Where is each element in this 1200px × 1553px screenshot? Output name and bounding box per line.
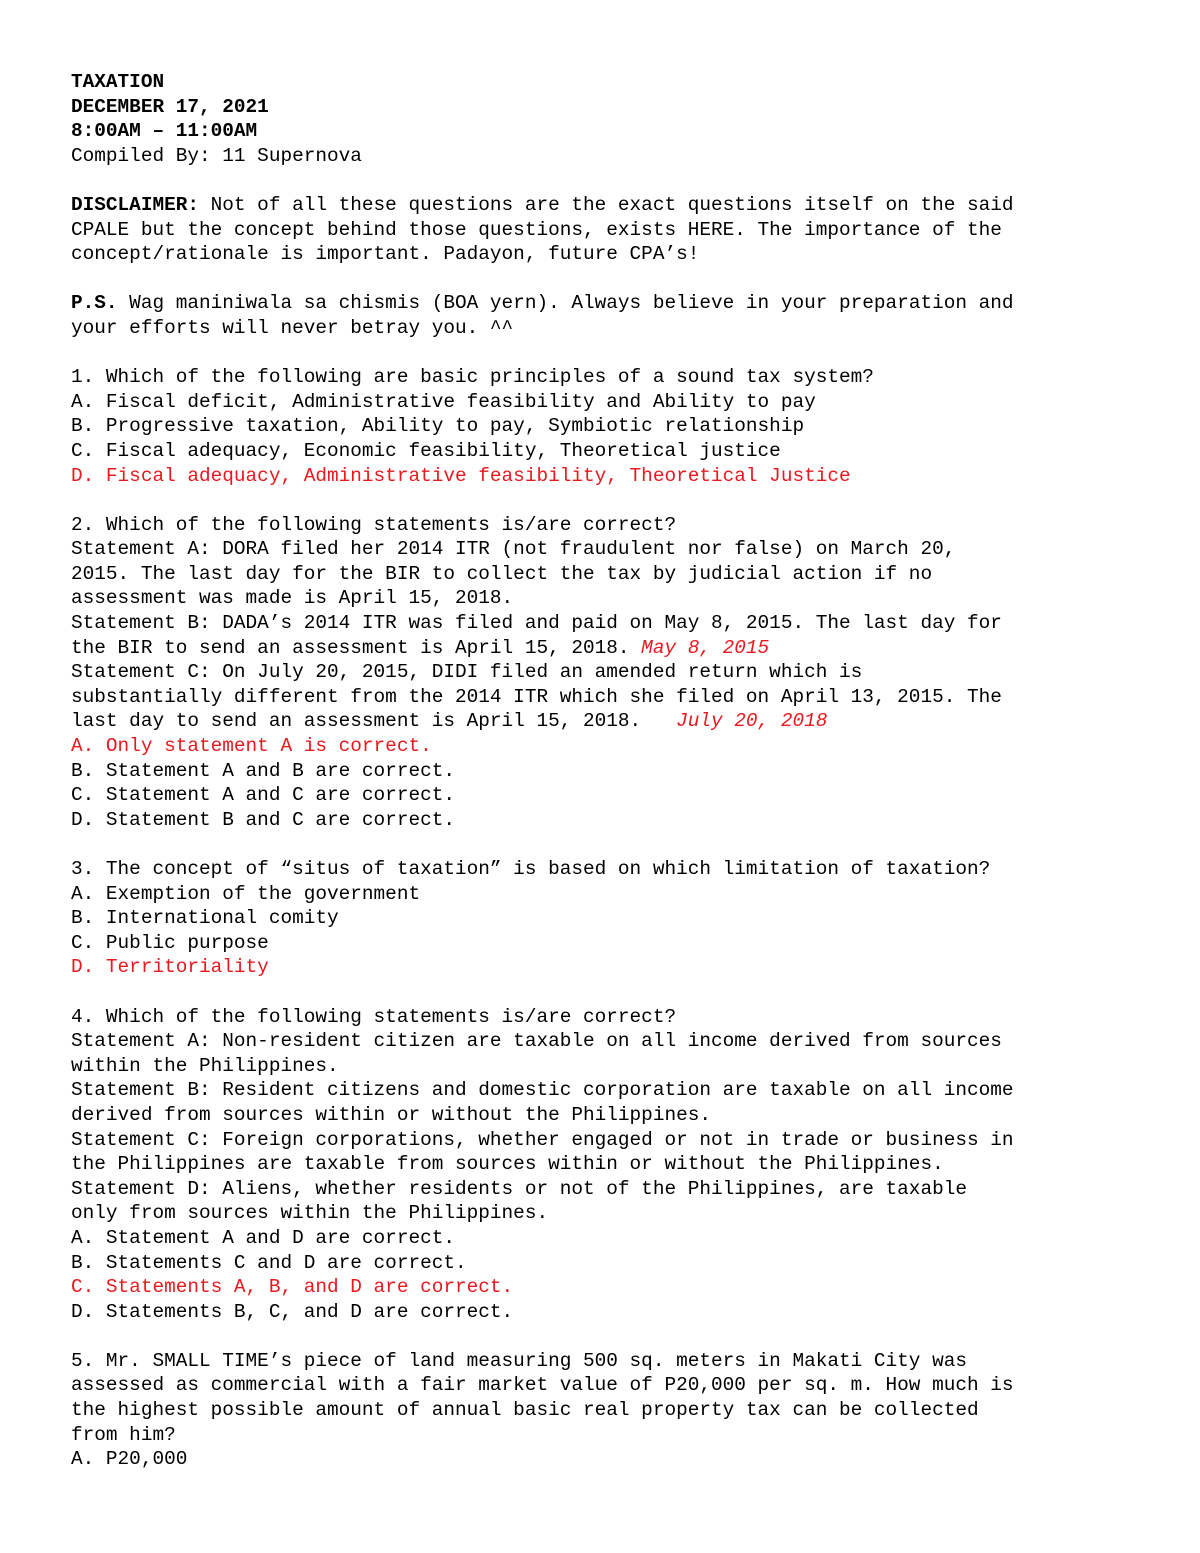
- q4-statement-a: Statement A: Non-resident citizen are taxable on all income derived from sources: [71, 1030, 1002, 1053]
- ps-label: P.S.: [71, 292, 118, 315]
- disclaimer-text: Not of all these questions are the exact questions itself on the said: [199, 193, 1014, 216]
- disclaimer-label: DISCLAIMER:: [71, 193, 199, 216]
- exam-date: DECEMBER 17, 2021: [71, 95, 269, 118]
- q2-statement-c-line: [71, 709, 1151, 734]
- question-5: the highest possible amount of annual basic real property tax can be collected: [71, 1399, 979, 1422]
- q2-statement-b-note: May 8, 2015: [629, 636, 770, 659]
- q4-option-b: B. Statements C and D are correct.: [71, 1251, 467, 1274]
- exam-time: 8:00AM – 11:00AM: [71, 120, 258, 143]
- q1-option-d-answer: D. Fiscal adequacy, Administrative feasibility, Theoretical Justice: [71, 464, 851, 487]
- q2-statement-a: assessment was made is April 15, 2018.: [71, 587, 514, 610]
- q4-statement-b: derived from sources within or without the Philippines.: [71, 1103, 711, 1126]
- q2-option-c: C. Statement A and C are correct.: [71, 784, 455, 807]
- q4-statement-b: Statement B: Resident citizens and domestic corporation are taxable on all income: [71, 1079, 1014, 1102]
- q2-statement-c: Statement C: On July 20, 2015, DIDI filed an amended return which is: [71, 661, 863, 684]
- q3-option-b: B. International comity: [71, 907, 339, 930]
- q4-option-d: D. Statements B, C, and D are correct.: [71, 1300, 514, 1323]
- question-5: from him?: [71, 1423, 176, 1446]
- q4-statement-a: within the Philippines.: [71, 1054, 339, 1077]
- q4-option-a: A. Statement A and D are correct.: [71, 1226, 455, 1249]
- q1-option-c: C. Fiscal adequacy, Economic feasibility, Theoretical justice: [71, 439, 781, 462]
- q3-option-d-answer: D. Territoriality: [71, 956, 269, 979]
- question-5: 5. Mr. SMALL TIME’s piece of land measuring 500 sq. meters in Makati City was: [71, 1349, 967, 1372]
- q2-statement-b: the BIR to send an assessment is April 15, 2018.: [71, 636, 630, 659]
- ps-text: Wag maniniwala sa chismis (BOA yern). Always believe in your preparation and: [117, 292, 1014, 315]
- q4-statement-c: the Philippines are taxable from sources within or without the Philippines.: [71, 1153, 944, 1176]
- q4-statement-d: only from sources within the Philippines.: [71, 1202, 549, 1225]
- q2-statement-a: 2015. The last day for the BIR to collect the tax by judicial action if no: [71, 562, 933, 585]
- q2-statement-b-line: [71, 636, 1151, 661]
- q5-option-a: A. P20,000: [71, 1448, 188, 1471]
- q2-option-d: D. Statement B and C are correct.: [71, 808, 455, 831]
- ps-line: [71, 291, 1151, 316]
- disclaimer-line: [71, 193, 1151, 218]
- q2-option-a-answer: A. Only statement A is correct.: [71, 735, 432, 758]
- question-5: assessed as commercial with a fair market value of P20,000 per sq. m. How much is: [71, 1374, 1014, 1397]
- q4-option-c-answer: C. Statements A, B, and D are correct.: [71, 1276, 514, 1299]
- q3-option-c: C. Public purpose: [71, 931, 269, 954]
- q2-statement-c: last day to send an assessment is April 15, 2018.: [71, 710, 642, 733]
- q4-statement-c: Statement C: Foreign corporations, whether engaged or not in trade or business in: [71, 1128, 1014, 1151]
- document-page: [71, 70, 1151, 1472]
- compiled-by: Compiled By: 11 Supernova: [71, 144, 362, 167]
- q2-statement-c: substantially different from the 2014 ITR which she filed on April 13, 2015. The: [71, 685, 1002, 708]
- question-1: 1. Which of the following are basic principles of a sound tax system?: [71, 366, 874, 389]
- q3-option-a: A. Exemption of the government: [71, 882, 421, 905]
- q4-statement-d: Statement D: Aliens, whether residents or not of the Philippines, are taxable: [71, 1177, 967, 1200]
- q2-option-b: B. Statement A and B are correct.: [71, 759, 455, 782]
- q2-statement-c-note: July 20, 2018: [641, 710, 828, 733]
- disclaimer-text: CPALE but the concept behind those questions, exists HERE. The importance of the: [71, 218, 1002, 241]
- question-2: 2. Which of the following statements is/are correct?: [71, 513, 677, 536]
- disclaimer-text: concept/rationale is important. Padayon, future CPA’s!: [71, 243, 700, 266]
- q2-statement-b: Statement B: DADA’s 2014 ITR was filed and paid on May 8, 2015. The last day for: [71, 612, 1002, 635]
- q1-option-a: A. Fiscal deficit, Administrative feasibility and Ability to pay: [71, 390, 816, 413]
- q1-option-b: B. Progressive taxation, Ability to pay, Symbiotic relationship: [71, 415, 805, 438]
- question-3: 3. The concept of “situs of taxation” is based on which limitation of taxation?: [71, 858, 991, 880]
- ps-text: your efforts will never betray you. ^^: [71, 316, 514, 339]
- subject-heading: TAXATION: [71, 71, 165, 93]
- q2-statement-a: Statement A: DORA filed her 2014 ITR (not fraudulent nor false) on March 20,: [71, 538, 956, 561]
- question-4: 4. Which of the following statements is/are correct?: [71, 1005, 677, 1028]
